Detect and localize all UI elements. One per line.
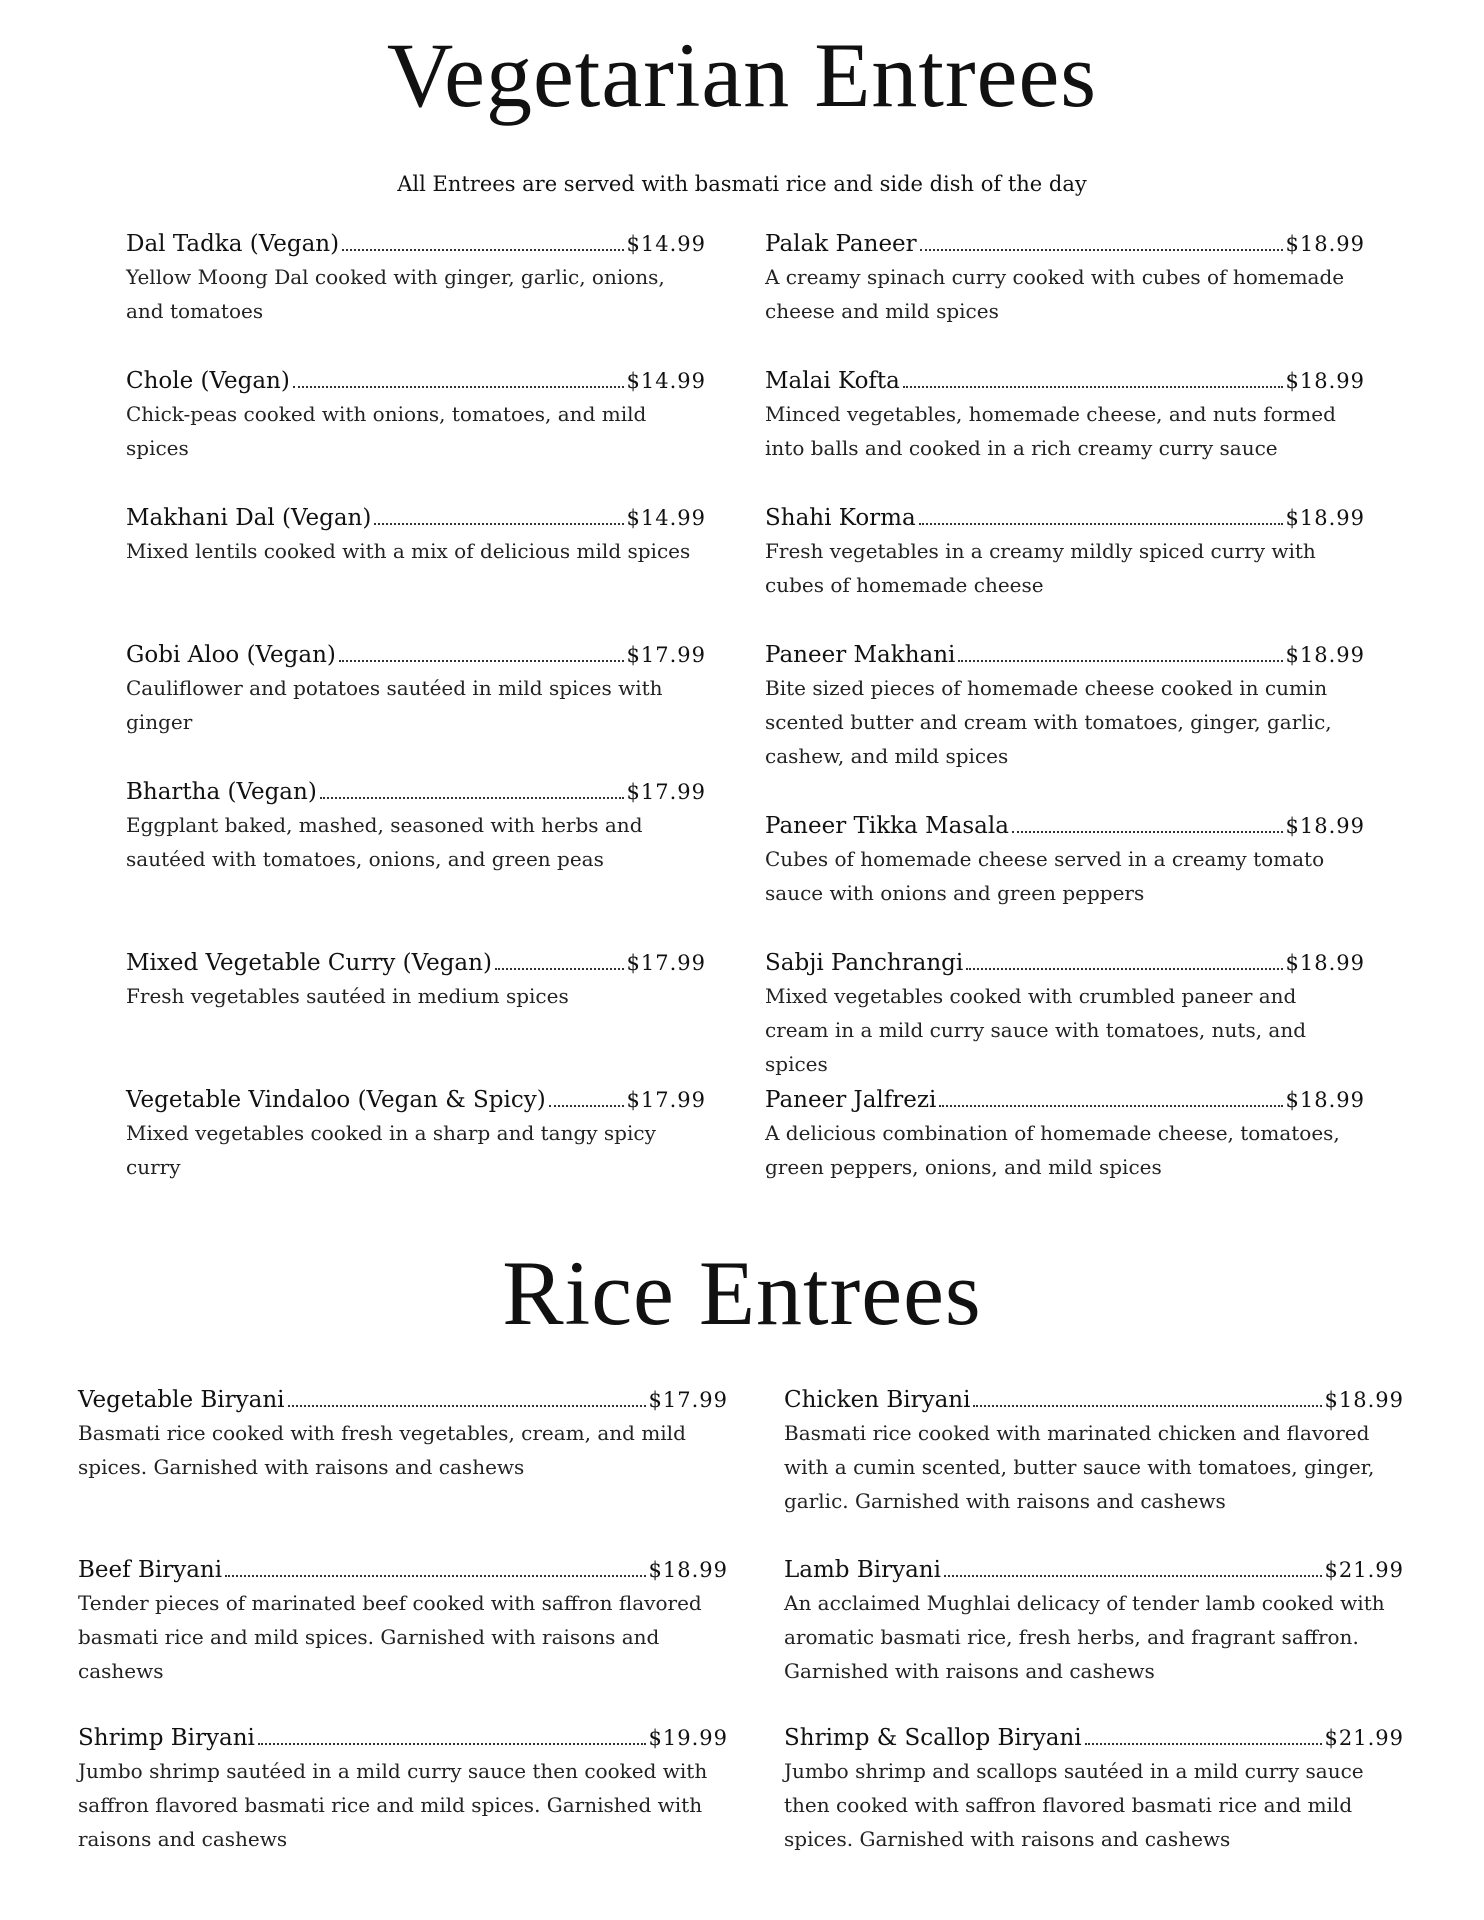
menu-item: [765, 365, 1365, 465]
item-price: $18.99: [1285, 506, 1365, 530]
item-name: Vegetable Vindaloo (Vegan & Spicy): [126, 1087, 546, 1113]
item-description: Tender pieces of marinated beef cooked with saffron flavored basmati rice and mild spices. Garnished with raisons and cashews: [78, 1591, 702, 1683]
item-price: $18.99: [1324, 1388, 1404, 1412]
item-name: Shrimp & Scallop Biryani: [784, 1725, 1082, 1751]
item-name: Palak Paneer: [765, 231, 917, 257]
vegetarian-entrees-title: Vegetarian Entrees: [386, 24, 1098, 126]
leader-dots: [288, 1405, 646, 1407]
item-name: Malai Kofta: [765, 368, 900, 394]
menu-item: [765, 228, 1365, 328]
item-description: A delicious combination of homemade cheese, tomatoes, green peppers, onions, and mild spices: [765, 1121, 1340, 1179]
item-price: $14.99: [626, 369, 706, 393]
item-name: Dal Tadka (Vegan): [126, 231, 340, 257]
menu-item: [765, 639, 1365, 773]
menu-item: [765, 810, 1365, 910]
menu-item: [126, 365, 706, 465]
item-description: Basmati rice cooked with marinated chicken and flavored with a cumin scented, butter sauce with tomatoes, ginger, garlic. Garnished with raisons and cashews: [784, 1421, 1375, 1513]
menu-item: [784, 1384, 1404, 1518]
item-name: Gobi Aloo (Vegan): [126, 642, 336, 668]
menu-item: [784, 1554, 1404, 1688]
leader-dots: [958, 660, 1282, 662]
item-price: $17.99: [626, 951, 706, 975]
rice-entrees-title: Rice Entrees: [502, 1242, 982, 1344]
leader-dots: [939, 1105, 1282, 1107]
item-price: $18.99: [1285, 643, 1365, 667]
menu-item: [126, 947, 706, 1013]
item-description: Cubes of homemade cheese served in a creamy tomato sauce with onions and green peppers: [765, 847, 1325, 905]
item-price: $17.99: [626, 780, 706, 804]
item-price: $17.99: [626, 1088, 706, 1112]
item-name: Sabji Panchrangi: [765, 950, 964, 976]
item-price: $18.99: [1285, 814, 1365, 838]
item-price: $18.99: [648, 1558, 728, 1582]
leader-dots: [920, 249, 1283, 251]
menu-item: [78, 1554, 728, 1688]
item-description: Mixed lentils cooked with a mix of delicious mild spices: [126, 539, 691, 563]
item-price: $14.99: [626, 232, 706, 256]
item-price: $21.99: [1324, 1726, 1404, 1750]
item-description: Chick-peas cooked with onions, tomatoes, and mild spices: [126, 402, 647, 460]
leader-dots: [1012, 831, 1283, 833]
menu-item: [78, 1384, 728, 1484]
item-price: $17.99: [626, 643, 706, 667]
item-description: Fresh vegetables sautéed in medium spices: [126, 984, 569, 1008]
item-name: Beef Biryani: [78, 1557, 223, 1583]
item-description: A creamy spinach curry cooked with cubes of homemade cheese and mild spices: [765, 265, 1345, 323]
leader-dots: [374, 523, 623, 525]
leader-dots: [549, 1105, 624, 1107]
menu-item: [765, 1084, 1365, 1184]
item-price: $19.99: [648, 1726, 728, 1750]
item-name: Shrimp Biryani: [78, 1725, 255, 1751]
item-name: Makhani Dal (Vegan): [126, 505, 372, 531]
item-name: Vegetable Biryani: [78, 1387, 285, 1413]
item-name: Chicken Biryani: [784, 1387, 971, 1413]
leader-dots: [944, 1575, 1322, 1577]
item-name: Chole (Vegan): [126, 368, 290, 394]
item-price: $18.99: [1285, 232, 1365, 256]
leader-dots: [495, 968, 624, 970]
item-name: Paneer Jalfrezi: [765, 1087, 937, 1113]
item-price: $18.99: [1285, 1088, 1365, 1112]
item-description: An acclaimed Mughlai delicacy of tender lamb cooked with aromatic basmati rice, fresh herbs, and fragrant saffron. Garnished with raisons and cashews: [784, 1591, 1385, 1683]
item-price: $18.99: [1285, 951, 1365, 975]
item-name: Mixed Vegetable Curry (Vegan): [126, 950, 492, 976]
item-name: Paneer Makhani: [765, 642, 956, 668]
item-price: $18.99: [1285, 369, 1365, 393]
leader-dots: [258, 1743, 646, 1745]
item-description: Basmati rice cooked with fresh vegetables, cream, and mild spices. Garnished with raisons and cashews: [78, 1421, 686, 1479]
leader-dots: [225, 1575, 645, 1577]
item-name: Shahi Korma: [765, 505, 916, 531]
item-description: Bite sized pieces of homemade cheese cooked in cumin scented butter and cream with tomatoes, ginger, garlic, cashew, and mild spices: [765, 676, 1332, 768]
item-name: Lamb Biryani: [784, 1557, 941, 1583]
menu-item: [126, 1084, 706, 1184]
leader-dots: [973, 1405, 1321, 1407]
vegetarian-subtitle: All Entrees are served with basmati rice and side dish of the day: [397, 172, 1087, 196]
menu-item: [126, 639, 706, 739]
item-description: Jumbo shrimp sautéed in a mild curry sauce then cooked with saffron flavored basmati rice and mild spices. Garnished with raisons and cashews: [78, 1759, 708, 1851]
item-description: Eggplant baked, mashed, seasoned with herbs and sautéed with tomatoes, onions, and green peas: [126, 813, 643, 871]
leader-dots: [919, 523, 1283, 525]
leader-dots: [293, 386, 624, 388]
menu-item: [765, 502, 1365, 602]
item-description: Mixed vegetables cooked in a sharp and tangy spicy curry: [126, 1121, 656, 1179]
menu-item: [126, 502, 706, 568]
item-name: Bhartha (Vegan): [126, 779, 317, 805]
item-price: $21.99: [1324, 1558, 1404, 1582]
menu-item: [126, 228, 706, 328]
leader-dots: [966, 968, 1282, 970]
menu-item: [765, 947, 1365, 1081]
leader-dots: [320, 797, 624, 799]
item-description: Yellow Moong Dal cooked with ginger, garlic, onions, and tomatoes: [126, 265, 665, 323]
menu-item: [78, 1722, 728, 1856]
leader-dots: [903, 386, 1283, 388]
item-description: Cauliflower and potatoes sautéed in mild spices with ginger: [126, 676, 663, 734]
leader-dots: [342, 249, 623, 251]
item-description: Fresh vegetables in a creamy mildly spiced curry with cubes of homemade cheese: [765, 539, 1316, 597]
leader-dots: [1085, 1743, 1322, 1745]
item-description: Minced vegetables, homemade cheese, and nuts formed into balls and cooked in a rich creamy curry sauce: [765, 402, 1336, 460]
item-description: Mixed vegetables cooked with crumbled paneer and cream in a mild curry sauce with tomatoes, nuts, and spices: [765, 984, 1307, 1076]
menu-item: [784, 1722, 1404, 1856]
leader-dots: [339, 660, 624, 662]
item-price: $17.99: [648, 1388, 728, 1412]
item-description: Jumbo shrimp and scallops sautéed in a mild curry sauce then cooked with saffron flavored basmati rice and mild spices. Garnished with raisons and cashews: [784, 1759, 1364, 1851]
item-name: Paneer Tikka Masala: [765, 813, 1009, 839]
item-price: $14.99: [626, 506, 706, 530]
menu-item: [126, 776, 706, 876]
